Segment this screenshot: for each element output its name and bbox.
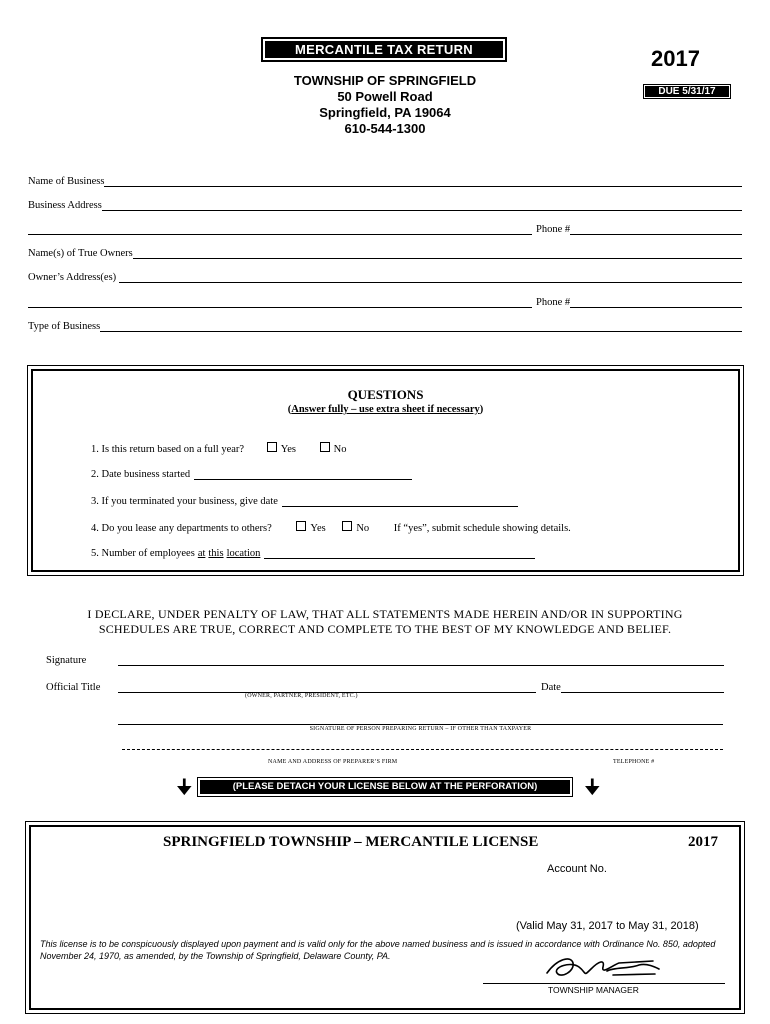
- q4-no-option[interactable]: [342, 523, 369, 534]
- owner-address-line2[interactable]: [28, 298, 532, 308]
- question-5-this: this: [208, 548, 224, 559]
- signature-line[interactable]: [118, 656, 724, 666]
- manager-signature-line: [483, 983, 725, 984]
- q3-answer-line[interactable]: [282, 497, 518, 507]
- question-2: [91, 469, 412, 480]
- title-hint: (OWNER, PARTNER, PRESIDENT, ETC.): [245, 693, 358, 699]
- form-title: MERCANTILE TAX RETURN: [265, 41, 503, 58]
- owners-line[interactable]: [133, 249, 742, 259]
- detach-box: [197, 777, 573, 797]
- preparer-signature-line[interactable]: [118, 715, 723, 725]
- q5-answer-line[interactable]: [264, 549, 535, 559]
- township-street: 50 Powell Road: [337, 89, 433, 104]
- question-5: [91, 548, 535, 559]
- owner-address-line[interactable]: [119, 273, 742, 283]
- business-phone-line[interactable]: [570, 225, 742, 235]
- license-valid-period: (Valid May 31, 2017 to May 31, 2018): [516, 920, 699, 932]
- question-3: [91, 496, 518, 507]
- license-inner: [29, 825, 741, 1010]
- questions-subtitle-wrap: (Answer fully – use extra sheet if necessary): [287, 404, 484, 415]
- question-1: [91, 442, 346, 455]
- owner-address-label: Owner’s Address(es): [28, 272, 117, 283]
- business-address-label: Business Address: [28, 200, 102, 211]
- question-1-text: 1. Is this return based on a full year?: [91, 444, 245, 455]
- township-manager-label: TOWNSHIP MANAGER: [548, 985, 639, 995]
- signature-label: Signature: [46, 655, 87, 666]
- q1-no-checkbox[interactable]: [320, 442, 330, 452]
- down-arrow-icon: 🠋: [584, 777, 601, 799]
- form-title-box: [261, 37, 507, 62]
- township-phone: 610-544-1300: [344, 121, 426, 136]
- business-phone-label: Phone #: [536, 224, 571, 235]
- owner-phone-line[interactable]: [570, 298, 742, 308]
- preparer-firm-line[interactable]: [122, 749, 723, 750]
- business-address-line[interactable]: [102, 201, 742, 211]
- q1-no-label: No: [333, 444, 347, 455]
- q4-no-checkbox[interactable]: [342, 521, 352, 531]
- business-address-line2[interactable]: [28, 225, 532, 235]
- preparer-signature-caption: SIGNATURE OF PERSON PREPARING RETURN – IF OTHER THAN TAXPAYER: [309, 726, 532, 732]
- business-name-line[interactable]: [104, 177, 742, 187]
- due-date-box: [643, 84, 731, 99]
- license-title: SPRINGFIELD TOWNSHIP – MERCANTILE LICENSE: [163, 834, 539, 850]
- q4-no-label: No: [356, 523, 370, 534]
- official-title-line[interactable]: [118, 683, 536, 693]
- q4-yes-label: Yes: [310, 523, 326, 534]
- business-name-label: Name of Business: [28, 176, 105, 187]
- business-type-line[interactable]: [100, 322, 742, 332]
- owners-label: Name(s) of True Owners: [28, 248, 133, 259]
- signature-field[interactable]: [46, 655, 724, 666]
- declaration-line-2: SCHEDULES ARE TRUE, CORRECT AND COMPLETE TO THE BEST OF MY KNOWLEDGE AND BELIEF.: [98, 622, 672, 636]
- owner-address-line2-field[interactable]: [28, 297, 742, 308]
- license-year: 2017: [688, 834, 718, 850]
- down-arrow-icon: 🠋: [176, 777, 193, 799]
- date-label: Date: [541, 682, 561, 693]
- q1-yes-label: Yes: [280, 444, 296, 455]
- official-title-field[interactable]: [46, 682, 724, 693]
- business-type-label: Type of Business: [28, 321, 101, 332]
- question-5-at: at: [197, 548, 206, 559]
- questions-inner: [31, 369, 740, 572]
- owner-phone-label: Phone #: [536, 297, 571, 308]
- manager-signature: [543, 953, 663, 981]
- question-4-text: 4. Do you lease any departments to others?: [91, 523, 272, 534]
- question-5-location: location: [226, 548, 261, 559]
- township-name: TOWNSHIP OF SPRINGFIELD: [293, 73, 477, 88]
- question-2-text: 2. Date business started: [91, 469, 191, 480]
- form-year: 2017: [651, 46, 700, 71]
- date-line[interactable]: [561, 683, 724, 693]
- questions-title: QUESTIONS: [347, 387, 424, 402]
- question-5-text: 5. Number of employees: [91, 548, 195, 559]
- business-type-field[interactable]: [28, 321, 742, 332]
- q4-yes-checkbox[interactable]: [296, 521, 306, 531]
- q1-yes-checkbox[interactable]: [267, 442, 277, 452]
- q4-yes-option[interactable]: [296, 523, 325, 534]
- q4-note: If “yes”, submit schedule showing details.: [393, 523, 571, 534]
- questions-subtitle: Answer fully – use extra sheet if necessary: [291, 404, 480, 415]
- account-number-label: Account No.: [547, 863, 607, 875]
- declaration-line-1: I DECLARE, UNDER PENALTY OF LAW, THAT ALL STATEMENTS MADE HEREIN AND/OR IN SUPPORTING: [87, 607, 683, 621]
- detach-notice: (PLEASE DETACH YOUR LICENSE BELOW AT THE PERFORATION): [200, 780, 570, 794]
- owners-field[interactable]: [28, 248, 742, 259]
- owner-address-field[interactable]: [28, 272, 742, 283]
- questions-box: [27, 365, 744, 576]
- telephone-caption: TELEPHONE #: [613, 759, 655, 765]
- business-address-field[interactable]: [28, 200, 742, 211]
- township-city: Springfield, PA 19064: [319, 105, 451, 120]
- q2-answer-line[interactable]: [194, 470, 412, 480]
- question-4: [91, 521, 571, 534]
- due-date: DUE 5/31/17: [645, 86, 729, 97]
- business-name-field[interactable]: [28, 176, 742, 187]
- business-address-line2-field[interactable]: [28, 224, 742, 235]
- q1-yes-option[interactable]: [267, 444, 296, 455]
- preparer-firm-caption: NAME AND ADDRESS OF PREPARER’S FIRM: [268, 759, 398, 765]
- license-box: [25, 821, 745, 1014]
- q1-no-option[interactable]: [320, 444, 347, 455]
- question-3-text: 3. If you terminated your business, give date: [91, 496, 278, 507]
- official-title-label: Official Title: [46, 682, 101, 693]
- license-note: This license is to be conspicuously displayed upon payment and is valid only for the above named business and is issued in accordance with Ordinance No. 850, adopted November 24, 1970, as amended, by the Township of Springfield, Delaware County, PA.: [40, 939, 716, 961]
